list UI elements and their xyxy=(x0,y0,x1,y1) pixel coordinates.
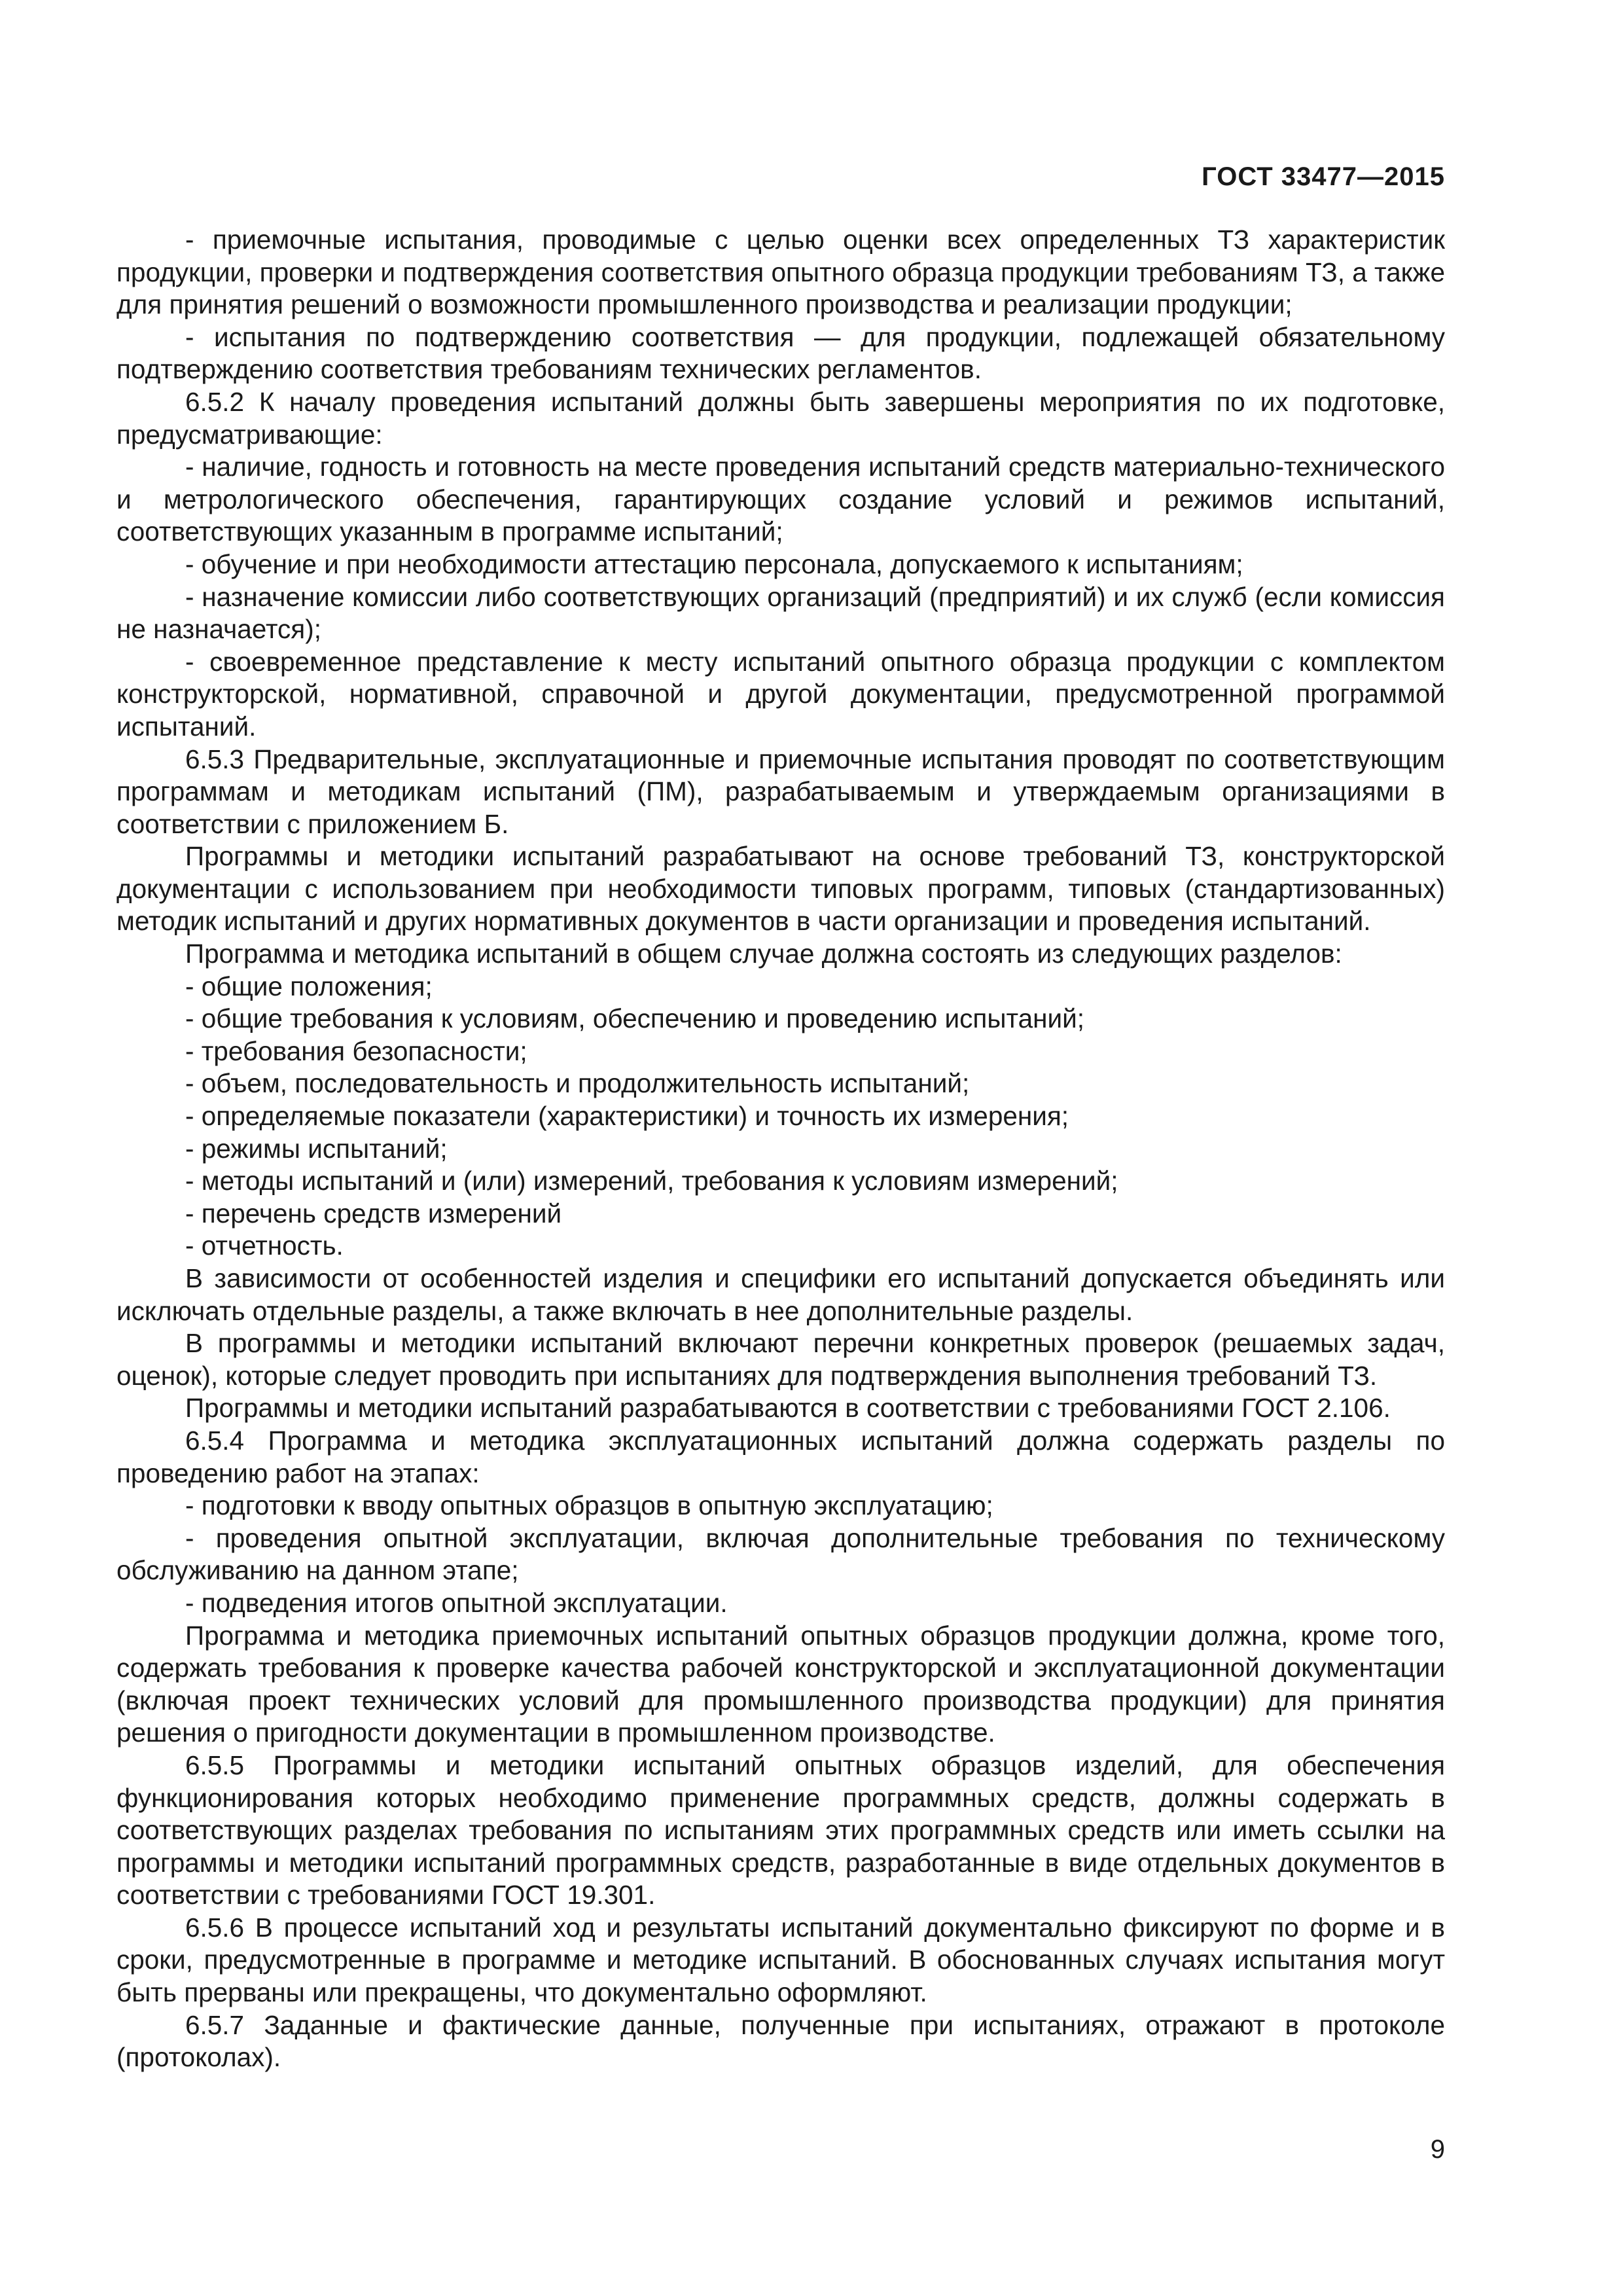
paragraph: - приемочные испытания, проводимые с целью оценки всех определенных ТЗ характеристик продукции, проверки и подтверждения соответствия опытного образца продукции требованиям ТЗ, а также для принятия решений о возможности промышленного производства и реализации продукции; xyxy=(116,224,1445,320)
page-number: 9 xyxy=(1430,2135,1445,2164)
paragraph: В зависимости от особенностей изделия и специфики его испытаний допускается объединять или исключать отдельные разделы, а также включать в нее дополнительные разделы. xyxy=(116,1263,1445,1326)
paragraph: - своевременное представление к месту испытаний опытного образца продукции с комплектом конструкторской, нормативной, справочной и другой документации, предусмотренной программой испытаний. xyxy=(116,646,1445,742)
list-item: - объем, последовательность и продолжительность испытаний; xyxy=(185,1068,970,1099)
list-item: - подготовки к вводу опытных образцов в опытную эксплуатацию; xyxy=(185,1490,993,1521)
list-item: - подведения итогов опытной эксплуатации. xyxy=(185,1587,728,1618)
paragraph: - обучение и при необходимости аттестацию персонала, допускаемого к испытаниям; xyxy=(185,548,1243,579)
paragraph: 6.5.6 В процессе испытаний ход и результаты испытаний документально фиксируют по форме и в сроки, предусмотренные в программе и методике испытаний. В обоснованных случаях испытания могут быть прерваны или прекращены, что документально оформляют. xyxy=(116,1912,1445,2008)
paragraph: 6.5.4 Программа и методика эксплуатационных испытаний должна содержать разделы по проведению работ на этапах: xyxy=(116,1425,1445,1488)
list-item: - методы испытаний и (или) измерений, требования к условиям измерений; xyxy=(185,1166,1118,1196)
paragraph: Программа и методика приемочных испытаний опытных образцов продукции должна, кроме того, содержать требования к проверке качества рабочей конструкторской и эксплуатационной документации (включая проект технических условий для промышленного производства продукции) для принятия решения о пригодности документации в промышленном производстве. xyxy=(116,1620,1445,1748)
paragraph: - испытания по подтверждению соответствия — для продукции, подлежащей обязательному подтверждению соответствия требованиям технических регламентов. xyxy=(116,321,1445,385)
document-id-header: ГОСТ 33477—2015 xyxy=(1202,162,1445,191)
paragraph: 6.5.3 Предварительные, эксплуатационные и приемочные испытания проводят по соответствующим программам и методикам испытаний (ПМ), разрабатываемым и утверждаемым организациями в соответствии с приложением Б. xyxy=(116,744,1445,839)
paragraph: Программы и методики испытаний разрабатывают на основе требований ТЗ, конструкторской документации с использованием при необходимости типовых программ, типовых (стандартизованных) методик испытаний и других нормативных документов в части организации и проведения испытаний. xyxy=(116,841,1445,937)
list-item: - отчетность. xyxy=(185,1230,344,1261)
list-item: - требования безопасности; xyxy=(185,1035,527,1066)
paragraph: - наличие, годность и готовность на месте проведения испытаний средств материально-технического и метрологического обеспечения, гарантирующих создание условий и режимов испытаний, соответствующих указанным в программе испытаний; xyxy=(116,452,1445,547)
paragraph: Программа и методика испытаний в общем случае должна состоять из следующих разделов: xyxy=(185,939,1342,969)
paragraph: Программы и методики испытаний разрабатываются в соответствии с требованиями ГОСТ 2.106. xyxy=(185,1393,1391,1424)
paragraph: В программы и методики испытаний включают перечни конкретных проверок (решаемых задач, оценок), которые следует проводить при испытаниях для подтверждения выполнения требований ТЗ. xyxy=(116,1328,1445,1391)
list-item: - проведения опытной эксплуатации, включая дополнительные требования по техническому обслуживанию на данном этапе; xyxy=(116,1522,1445,1586)
paragraph: - назначение комиссии либо соответствующих организаций (предприятий) и их служб (если комиссия не назначается); xyxy=(116,581,1445,645)
document-body xyxy=(116,224,1445,2074)
paragraph: 6.5.7 Заданные и фактические данные, полученные при испытаниях, отражают в протоколе (протоколах). xyxy=(116,2009,1445,2073)
list-item: - определяемые показатели (характеристики) и точность их измерения; xyxy=(185,1101,1069,1132)
paragraph: 6.5.5 Программы и методики испытаний опытных образцов изделий, для обеспечения функционирования которых необходимо применение программных средств, должны содержать в соответствующих разделах требования по испытаниям этих программных средств или иметь ссылки на программы и методики испытаний программных средств, разработанные в виде отдельных документов в соответствии с требованиями ГОСТ 19.301. xyxy=(116,1749,1445,1910)
list-item: - перечень средств измерений xyxy=(185,1198,562,1229)
list-item: - общие требования к условиям, обеспечению и проведению испытаний; xyxy=(185,1003,1084,1034)
list-item: - общие положения; xyxy=(185,971,433,1001)
list-item: - режимы испытаний; xyxy=(185,1133,448,1164)
paragraph: 6.5.2 К началу проведения испытаний должны быть завершены мероприятия по их подготовке, предусматривающие: xyxy=(116,386,1445,450)
